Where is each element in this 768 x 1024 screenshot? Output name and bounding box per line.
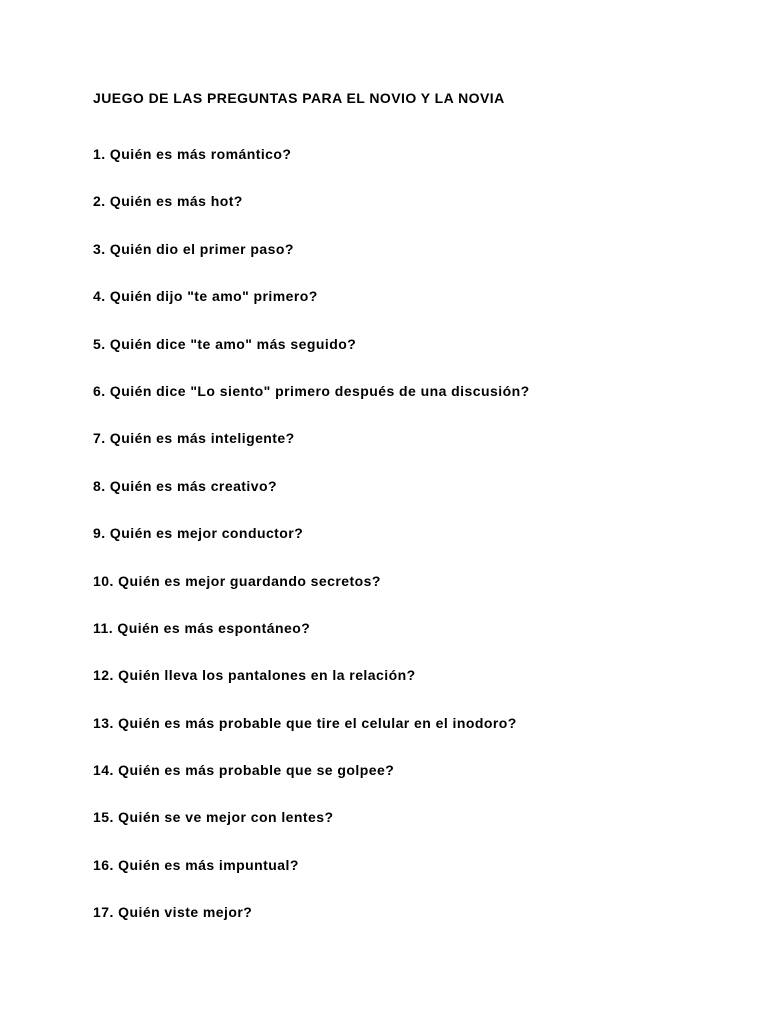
question-item: 16. Quién es más impuntual? — [93, 856, 299, 873]
question-item: 11. Quién es más espontáneo? — [93, 619, 311, 636]
question-item: 14. Quién es más probable que se golpee? — [93, 762, 395, 779]
question-item: 2. Quién es más hot? — [93, 193, 243, 210]
question-item: 10. Quién es mejor guardando secretos? — [93, 572, 381, 589]
question-item: 12. Quién lleva los pantalones en la relación? — [93, 667, 416, 684]
question-item: 8. Quién es más creativo? — [93, 477, 277, 494]
question-item: 4. Quién dijo "te amo" primero? — [93, 288, 318, 305]
question-item: 1. Quién es más romántico? — [93, 146, 292, 162]
question-item: 7. Quién es más inteligente? — [93, 430, 295, 447]
question-item: 17. Quién viste mejor? — [93, 904, 253, 921]
question-item: 6. Quién dice "Lo siento" primero después de una discusión? — [93, 382, 530, 399]
question-list — [93, 144, 530, 950]
question-item: 9. Quién es mejor conductor? — [93, 525, 304, 542]
question-item: 13. Quién es más probable que tire el celular en el inodoro? — [93, 714, 517, 731]
question-item: 3. Quién dio el primer paso? — [93, 240, 294, 257]
document-title: JUEGO DE LAS PREGUNTAS PARA EL NOVIO Y LA NOVIA — [93, 90, 505, 106]
question-item: 5. Quién dice "te amo" más seguido? — [93, 335, 357, 352]
question-item: 15. Quién se ve mejor con lentes? — [93, 809, 334, 826]
